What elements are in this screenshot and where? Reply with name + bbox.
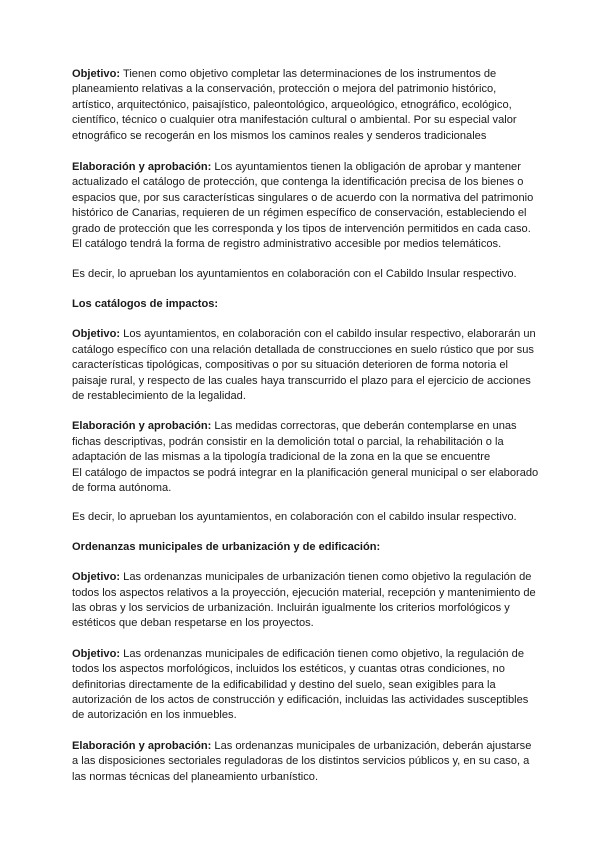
- summary-text: Es decir, lo aprueban los ayuntamientos en colaboración con el Cabildo Insular respectivo.: [72, 268, 517, 281]
- catalog-protection-summary: [72, 267, 540, 282]
- impact-catalog-summary: [72, 510, 540, 525]
- objective-label: Objetivo:: [72, 647, 121, 660]
- objective-text: Las ordenanzas municipales de urbanización tienen como objetivo la regulación de todos los aspectos relativos a la proyección, ejecución material, recepción y mantenimiento de las obras y los servicios de urbanización. Incluirán igualmente los criterios morfológicos y estéticos que deban respetarse en los proyectos.: [72, 571, 536, 630]
- approval-text: Las medidas correctoras, que deberán contemplarse en unas fichas descriptivas, podrán consistir en la demolición total o parcial, la rehabilitación o la adaptación de las mismas a la tipología tradicional de la zona en la que se encuentre: [72, 420, 517, 464]
- objective-text: Las ordenanzas municipales de edificación tienen como objetivo, la regulación de todos los aspectos morfológicos, incluidos los estéticos, y cuantas otras condiciones, no definitorias directamente de la edificabilidad y destino del suelo, sean exigibles para la autorización de los actos de construcción y edificación, incluidas las actividades susceptibles de autorización en los inmuebles.: [72, 647, 529, 722]
- approval-text: Las ordenanzas municipales de urbanización, deberán ajustarse a las disposiciones sectoriales reguladoras de los distintos servicios públicos y, en su caso, a las normas técnicas del planeamiento urbanístico.: [72, 739, 532, 783]
- summary-text: Es decir, lo aprueban los ayuntamientos, en colaboración con el cabildo insular respectivo.: [72, 511, 517, 524]
- objective-label: Objetivo:: [72, 328, 121, 341]
- objective-text: Los ayuntamientos, en colaboración con el cabildo insular respectivo, elaborarán un catálogo específico con una relación detallada de construcciones en suelo rústico que por sus características tipológicas, compositivas o por su situación deterioren de forma notoria el paisaje rural, y respecto de las cuales haya transcurrido el plazo para el ejercicio de acciones de restablecimiento de la legalidad.: [72, 328, 536, 402]
- catalog-protection-approval: [72, 160, 540, 252]
- objective-text: Tienen como objetivo completar las determinaciones de los instrumentos de planeamiento relativas a la conservación, protección o mejora del patrimonio histórico, artístico, arquitectónico, paisajístico, paleontológico, arqueológico, etnográfico, ecológico, científico, técnico o cualquier otra manifestación cultural o ambiental. Por su especial valor etnográfico se recogerán en los mismos los caminos reales y senderos tradicionales: [72, 68, 517, 142]
- impact-catalog-approval: [72, 419, 540, 496]
- catalog-protection-objective: [72, 67, 540, 144]
- section-heading-impact-catalogs: Los catálogos de impactos:: [72, 297, 219, 310]
- approval-text-continued: El catálogo de impactos se podrá integrar en la planificación general municipal o ser elaborado de forma autónoma.: [72, 466, 539, 494]
- approval-label: Elaboración y aprobación:: [72, 161, 212, 174]
- approval-text: Los ayuntamientos tienen la obligación de aprobar y mantener actualizado el catálogo de protección, que contenga la identificación precisa de los bienes o espacios que, por sus características singulares o de acuerdo con la normativa del patrimonio histórico de Canarias, requieren de un régimen específico de conservación, estableciendo el grado de protección que les corresponda y los tipos de intervención permitidos en cada caso. El catálogo tendrá la forma de registro administrativo accesible por medios telemáticos.: [72, 161, 534, 251]
- building-ordinance-objective: [72, 647, 540, 724]
- ordinance-approval: [72, 739, 540, 785]
- approval-label: Elaboración y aprobación:: [72, 739, 212, 752]
- impact-catalog-objective: [72, 327, 540, 404]
- section-heading-municipal-ordinances: Ordenanzas municipales de urbanización y de edificación:: [72, 540, 381, 553]
- approval-label: Elaboración y aprobación:: [72, 420, 212, 433]
- objective-label: Objetivo:: [72, 68, 121, 80]
- urbanization-ordinance-objective: [72, 570, 540, 632]
- objective-label: Objetivo:: [72, 571, 121, 584]
